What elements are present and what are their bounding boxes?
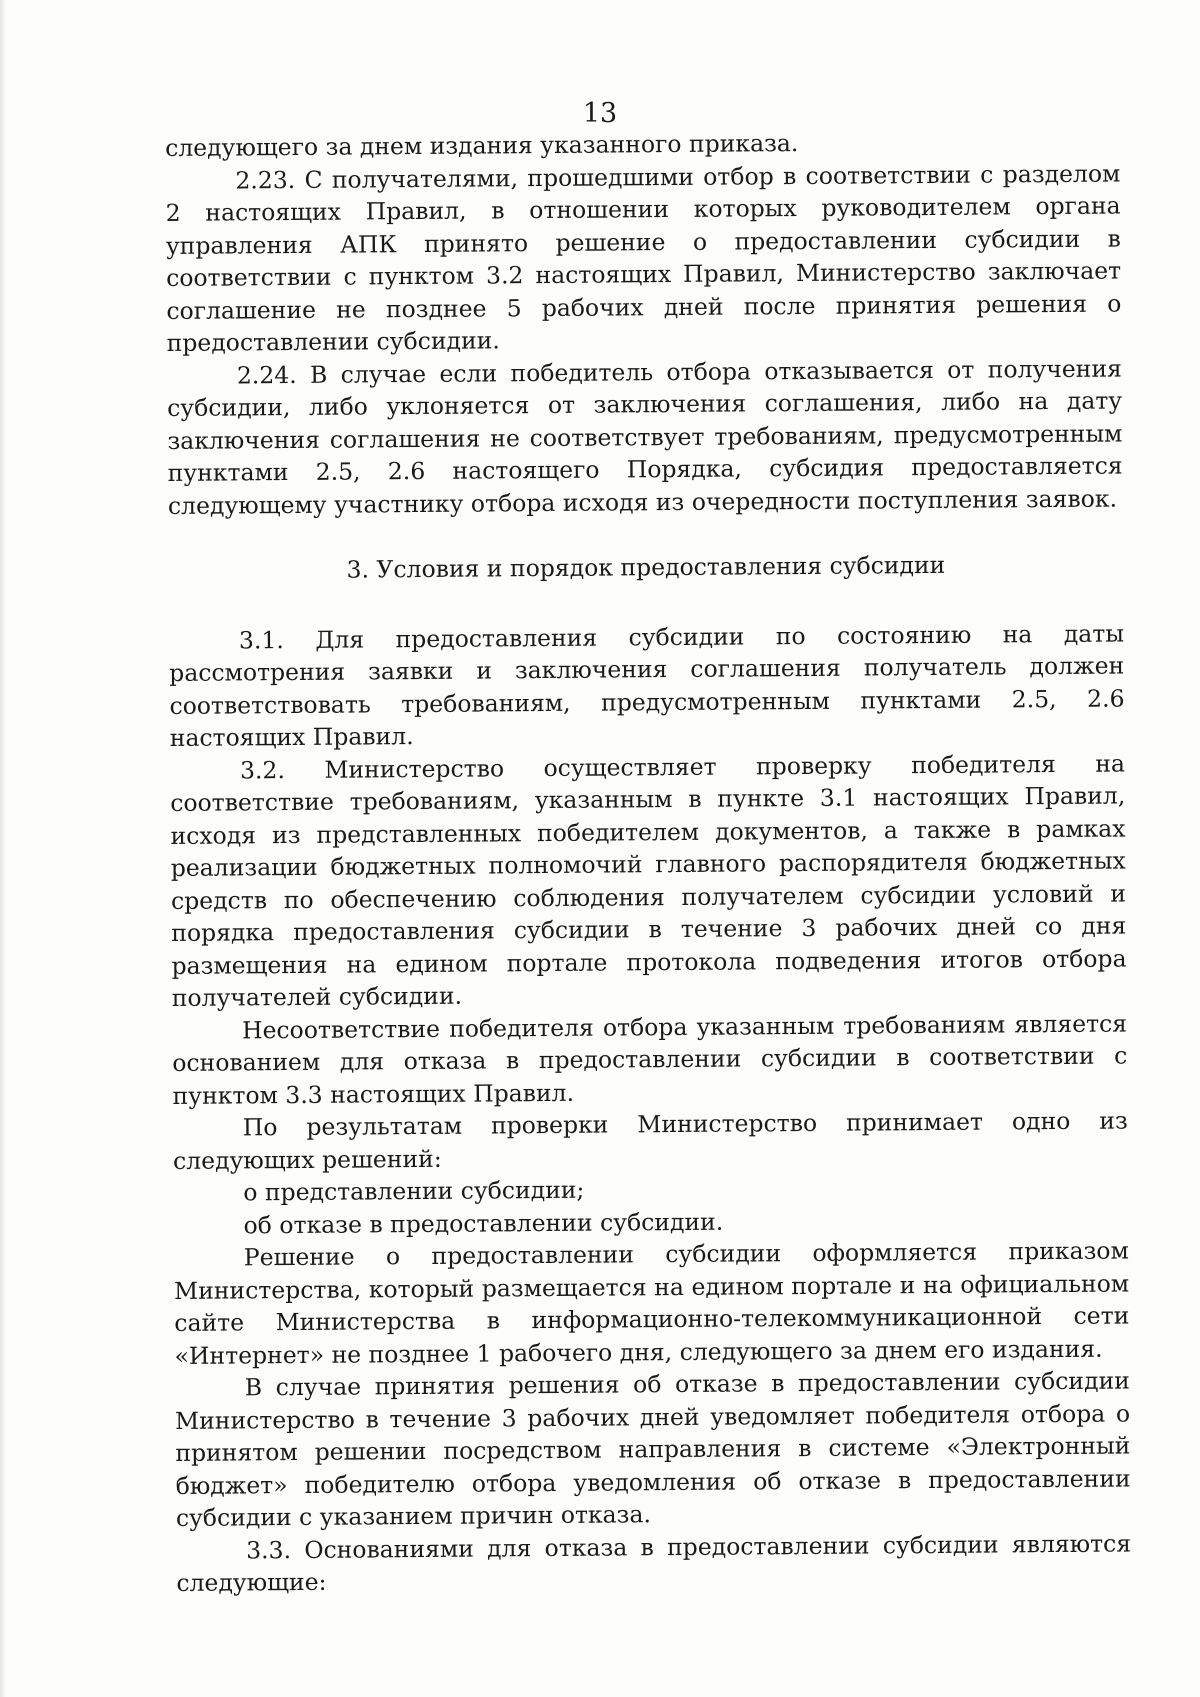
paragraph-refusal-notice: В случае принятия решения об отказе в предоставлении субсидии Министерство в течение 3 рабочих дней уведомляет победителя отбора о принятом решении посредством направления в системе «Электронный бюджет» победителю отбора уведомления об отказе в предоставлении субсидии с указанием причин отказа. — [175, 1366, 1131, 1532]
paragraph-3-2: 3.2. Министерство осуществляет проверку победителя на соответствие требованиям, указанным в пункте 3.1 настоящих Правил, исходя из представленных победителем документов, а также в рамках реализации бюджетных полномочий главного распорядителя бюджетных средств по обеспечению соблюдения получателем субсидии условий и порядка предоставления субсидии в течение 3 рабочих дней со дня размещения на едином портале протокола подведения итогов отбора получателей субсидии. — [170, 748, 1127, 1012]
paragraph-noncompliance: Несоответствие победителя отбора указанным требованиям является основанием для отказа в предоставлении субсидии в соответствии с пунктом 3.3 настоящих Правил. — [172, 1008, 1128, 1110]
paragraph-decision: Решение о предоставлении субсидии оформляется приказом Министерства, который размещается на едином портале и на официальном сайте Министерства в информационно-телекоммуникационной сети «Интернет» не позднее 1 рабочего дня, следующего за днем его издания. — [173, 1236, 1130, 1370]
paragraph-2-24: 2.24. В случае если победитель отбора отказывается от получения субсидии, либо уклоняется от заключения соглашения, либо на дату заключения соглашения не соответствует требованиям, предусмотренным пунктами 2.5, 2.6 настоящего Порядка, субсидия предоставляется следующему участнику отбора исходя из очередности поступления заявок. — [167, 353, 1123, 520]
paragraph-check-results: По результатам проверки Министерство принимает одно из следующих решений: — [172, 1106, 1128, 1175]
list-item-grant: о представлении субсидии; — [243, 1175, 585, 1207]
document-body — [165, 124, 1131, 1599]
paragraph-2-23: 2.23. С получателями, прошедшими отбор в соответствии с разделом 2 настоящих Правил, в отношении которых руководителем органа управления АПК принято решение о предоставлении субсидии в соответствии с пунктом 3.2 настоящих Правил, Министерство заключает соглашение не позднее 5 рабочих дней после принятия решения о предоставлении субсидии. — [165, 158, 1122, 357]
scan-edge — [0, 0, 6, 1697]
paragraph-continuation: следующего за днем издания указанного приказа. — [165, 129, 799, 162]
paragraph-3-1: 3.1. Для предоставления субсидии по состоянию на даты рассмотрения заявки и заключения соглашения получатель должен соответствовать требованиям, предусмотренным пунктами 2.5, 2.6 настоящих Правил. — [169, 618, 1125, 752]
list-item-refusal: об отказе в предоставлении субсидии. — [243, 1207, 724, 1239]
paragraph-3-3: 3.3. Основаниями для отказа в предоставлении субсидии являются следующие: — [176, 1528, 1132, 1597]
section-title: 3. Условия и порядок предоставления субсидии — [346, 550, 946, 584]
page-number: 13 — [582, 98, 618, 129]
